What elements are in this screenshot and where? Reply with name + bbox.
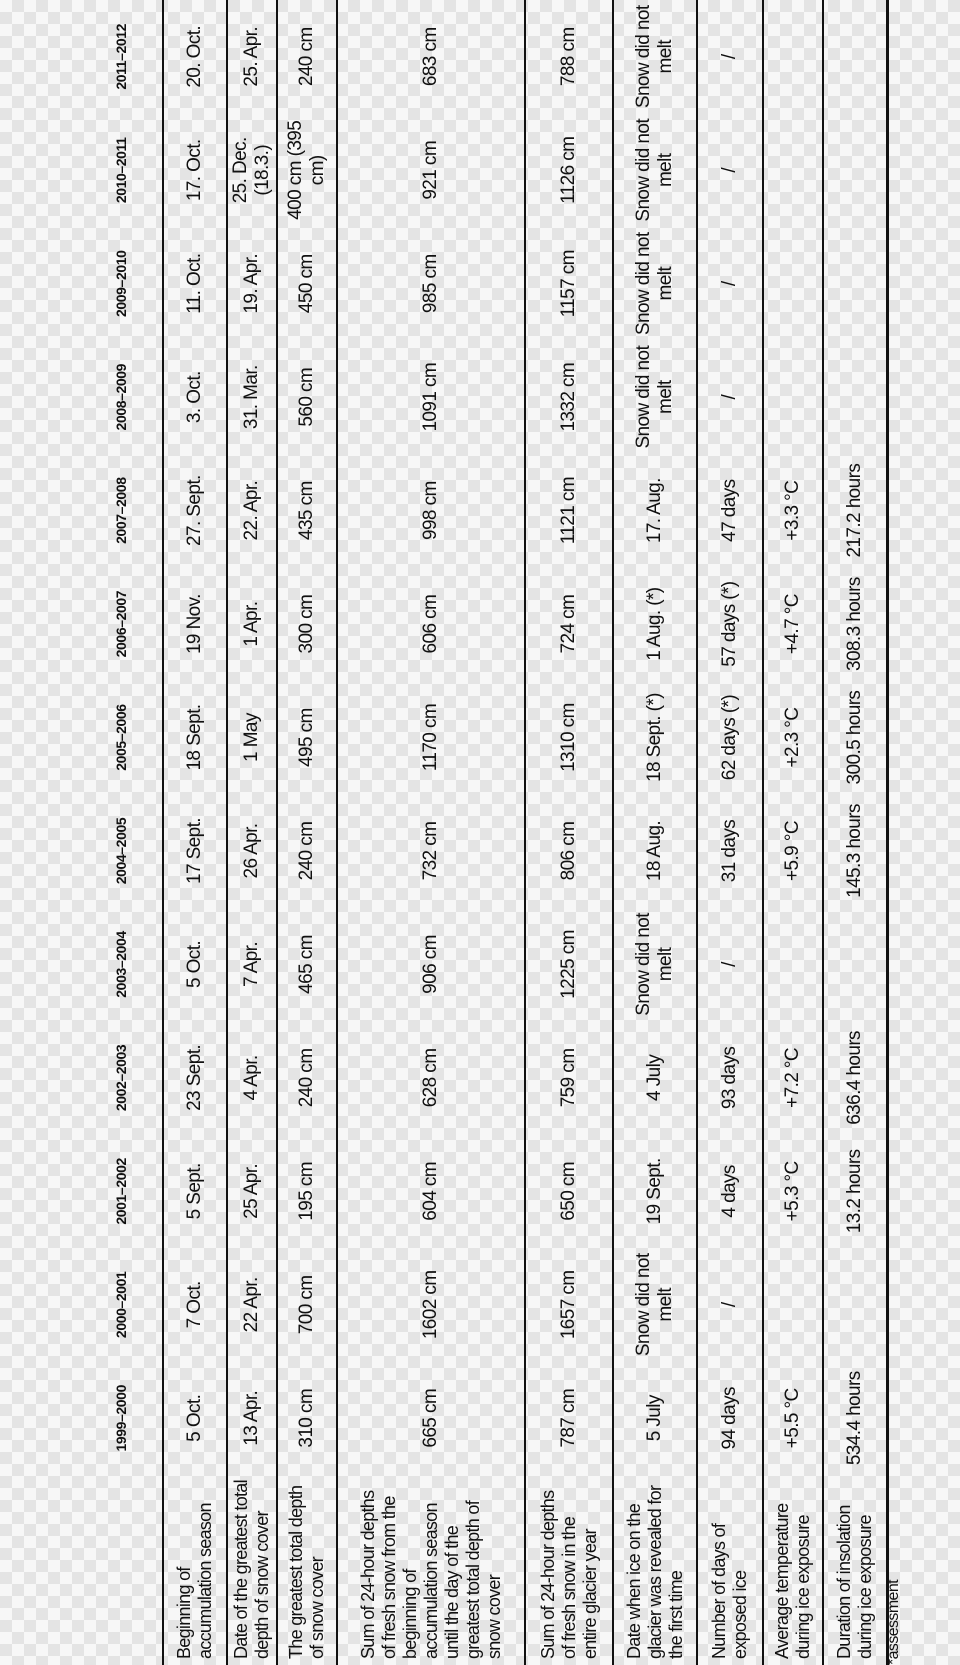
- table-cell: 1332 cm: [525, 340, 613, 453]
- table-cell: +7.2 °C: [763, 1021, 823, 1134]
- table-cell: 1170 cm: [337, 681, 525, 794]
- table-cell: 145.3 hours: [823, 794, 888, 907]
- table-cell: [763, 0, 823, 114]
- table-cell: /: [697, 114, 763, 227]
- table-cell: 19 Nov.: [163, 567, 227, 680]
- table-cell: +4.7 °C: [763, 567, 823, 680]
- year-header: 2005–2006: [80, 681, 163, 794]
- table-cell: 636.4 hours: [823, 1021, 888, 1134]
- table-cell: 998 cm: [337, 454, 525, 567]
- table-cell: Snow did not melt: [613, 0, 697, 114]
- table-cell: 732 cm: [337, 794, 525, 907]
- table-cell: Snow did not melt: [613, 1248, 697, 1361]
- table-cell: Snow did not melt: [613, 340, 697, 453]
- table-cell: 759 cm: [525, 1021, 613, 1134]
- table-cell: [763, 114, 823, 227]
- table-cell: 495 cm: [277, 681, 337, 794]
- table-cell: 450 cm: [277, 227, 337, 340]
- table-cell: 724 cm: [525, 567, 613, 680]
- table-cell: 1225 cm: [525, 908, 613, 1021]
- table-cell: 22 Apr.: [227, 1248, 277, 1361]
- table-cell: 5 Oct.: [163, 908, 227, 1021]
- table-cell: 650 cm: [525, 1135, 613, 1248]
- table-cell: 18 Sept. (*): [613, 681, 697, 794]
- table-cell: 62 days (*): [697, 681, 763, 794]
- table-cell: 25. Dec. (18.3.): [227, 114, 277, 227]
- table-row: [697, 0, 763, 1665]
- table-cell: 1310 cm: [525, 681, 613, 794]
- table-cell: 19. Apr.: [227, 227, 277, 340]
- table-cell: +5.3 °C: [763, 1135, 823, 1248]
- table-cell: 985 cm: [337, 227, 525, 340]
- row-label: Sum of 24-hour depths of fresh snow in the entire glacier year: [525, 1475, 613, 1665]
- table-cell: 788 cm: [525, 0, 613, 114]
- table-cell: 1657 cm: [525, 1248, 613, 1361]
- table-cell: [823, 114, 888, 227]
- table-cell: 300 cm: [277, 567, 337, 680]
- table-row: [163, 0, 227, 1665]
- table-cell: 300.5 hours: [823, 681, 888, 794]
- table-cell: [763, 340, 823, 453]
- table-cell: 240 cm: [277, 0, 337, 114]
- table-cell: 606 cm: [337, 567, 525, 680]
- table-cell: 13.2 hours: [823, 1135, 888, 1248]
- table-cell: /: [697, 908, 763, 1021]
- table-cell: 47 days: [697, 454, 763, 567]
- table-cell: 665 cm: [337, 1362, 525, 1475]
- table-cell: [763, 908, 823, 1021]
- year-header: 2011–2012: [80, 0, 163, 114]
- table-cell: 25 Apr.: [227, 1135, 277, 1248]
- row-label: The greatest total depth of snow cover: [277, 1475, 337, 1665]
- table-cell: 17. Oct.: [163, 114, 227, 227]
- table-cell: 7 Apr.: [227, 908, 277, 1021]
- table-row: [525, 0, 613, 1665]
- table-cell: 1602 cm: [337, 1248, 525, 1361]
- empty-corner-cell: [80, 1475, 163, 1665]
- table-cell: 195 cm: [277, 1135, 337, 1248]
- table-cell: /: [697, 227, 763, 340]
- table-cell: 217.2 hours: [823, 454, 888, 567]
- table-cell: [763, 227, 823, 340]
- table-cell: 435 cm: [277, 454, 337, 567]
- table-cell: 27. Sept.: [163, 454, 227, 567]
- table-cell: [823, 340, 888, 453]
- row-label: Beginning of accumulation season: [163, 1475, 227, 1665]
- table-cell: 1126 cm: [525, 114, 613, 227]
- table-cell: 5 Oct.: [163, 1362, 227, 1475]
- year-header: 2007–2008: [80, 454, 163, 567]
- table-cell: 683 cm: [337, 0, 525, 114]
- table-cell: 4 July: [613, 1021, 697, 1134]
- table-cell: /: [697, 1248, 763, 1361]
- table-row: [823, 0, 888, 1665]
- table-cell: +2.3 °C: [763, 681, 823, 794]
- year-header: 2010–2011: [80, 114, 163, 227]
- table-cell: 534.4 hours: [823, 1362, 888, 1475]
- table-cell: 400 cm (395 cm): [277, 114, 337, 227]
- table-cell: [763, 1248, 823, 1361]
- table-cell: 93 days: [697, 1021, 763, 1134]
- table-cell: 240 cm: [277, 1021, 337, 1134]
- year-header: 2002–2003: [80, 1021, 163, 1134]
- table-cell: 11. Oct.: [163, 227, 227, 340]
- table-cell: 31. Mar.: [227, 340, 277, 453]
- table-cell: 604 cm: [337, 1135, 525, 1248]
- table-cell: 19 Sept.: [613, 1135, 697, 1248]
- table-cell: 806 cm: [525, 794, 613, 907]
- table-row: [227, 0, 277, 1665]
- year-header: 2001–2002: [80, 1135, 163, 1248]
- row-label: Date of the greatest total depth of snow cover: [227, 1475, 277, 1665]
- row-label: Average temperature during ice exposure: [763, 1475, 823, 1665]
- year-header: 2006–2007: [80, 567, 163, 680]
- table-cell: 94 days: [697, 1362, 763, 1475]
- year-header: 2003–2004: [80, 908, 163, 1021]
- table-cell: 13 Apr.: [227, 1362, 277, 1475]
- table-cell: 23 Sept.: [163, 1021, 227, 1134]
- table-cell: 465 cm: [277, 908, 337, 1021]
- table-cell: +5.9 °C: [763, 794, 823, 907]
- table-cell: +5.5 °C: [763, 1362, 823, 1475]
- row-label: Number of days of exposed ice: [697, 1475, 763, 1665]
- row-label: Sum of 24-hour depths of fresh snow from the beginning of accumulation season until the day of the greatest total depth of snow cover: [337, 1475, 525, 1665]
- table-cell: [823, 227, 888, 340]
- year-header: 2008–2009: [80, 340, 163, 453]
- table-cell: 310 cm: [277, 1362, 337, 1475]
- table-cell: 628 cm: [337, 1021, 525, 1134]
- table-cell: +3.3 °C: [763, 454, 823, 567]
- table-cell: 1 Apr.: [227, 567, 277, 680]
- table-cell: 57 days (*): [697, 567, 763, 680]
- table-cell: Snow did not melt: [613, 908, 697, 1021]
- table-cell: 787 cm: [525, 1362, 613, 1475]
- glacier-data-table: [80, 0, 889, 1665]
- table-cell: 1 Aug. (*): [613, 567, 697, 680]
- table-cell: 308.3 hours: [823, 567, 888, 680]
- table-row: [277, 0, 337, 1665]
- table-cell: 18 Sept.: [163, 681, 227, 794]
- table-cell: 17 Sept.: [163, 794, 227, 907]
- year-header-row: [80, 0, 163, 1665]
- table-cell: 17. Aug.: [613, 454, 697, 567]
- table-cell: 1121 cm: [525, 454, 613, 567]
- table-cell: Snow did not melt: [613, 114, 697, 227]
- table-cell: 700 cm: [277, 1248, 337, 1361]
- table-cell: 1091 cm: [337, 340, 525, 453]
- table-cell: 1 May: [227, 681, 277, 794]
- year-header: 2004–2005: [80, 794, 163, 907]
- table-cell: /: [697, 340, 763, 453]
- table-cell: 4 days: [697, 1135, 763, 1248]
- table-cell: 921 cm: [337, 114, 525, 227]
- table-cell: 3. Oct.: [163, 340, 227, 453]
- table-cell: [823, 1248, 888, 1361]
- table-cell: 5 July: [613, 1362, 697, 1475]
- table-cell: 560 cm: [277, 340, 337, 453]
- table-cell: 26 Apr.: [227, 794, 277, 907]
- table-cell: 25. Apr.: [227, 0, 277, 114]
- table-cell: [823, 908, 888, 1021]
- footnote: *assessment: [885, 1580, 902, 1665]
- table-cell: 5 Sept.: [163, 1135, 227, 1248]
- table-cell: 906 cm: [337, 908, 525, 1021]
- year-header: 1999–2000: [80, 1362, 163, 1475]
- table-cell: 31 days: [697, 794, 763, 907]
- table-cell: 18 Aug.: [613, 794, 697, 907]
- row-label: Duration of insolation during ice exposure: [823, 1475, 888, 1665]
- table-cell: 20. Oct.: [163, 0, 227, 114]
- table-row: [613, 0, 697, 1665]
- table-cell: Snow did not melt: [613, 227, 697, 340]
- table-cell: 4 Apr.: [227, 1021, 277, 1134]
- table-cell: 240 cm: [277, 794, 337, 907]
- row-label: Date when ice on the glacier was revealed for the first time: [613, 1475, 697, 1665]
- table-row: [763, 0, 823, 1665]
- year-header: 2009–2010: [80, 227, 163, 340]
- table-cell: [823, 0, 888, 114]
- year-header: 2000–2001: [80, 1248, 163, 1361]
- table-cell: 22. Apr.: [227, 454, 277, 567]
- table-cell: 1157 cm: [525, 227, 613, 340]
- table-cell: 7 Oct.: [163, 1248, 227, 1361]
- table-row: [337, 0, 525, 1665]
- table-cell: /: [697, 0, 763, 114]
